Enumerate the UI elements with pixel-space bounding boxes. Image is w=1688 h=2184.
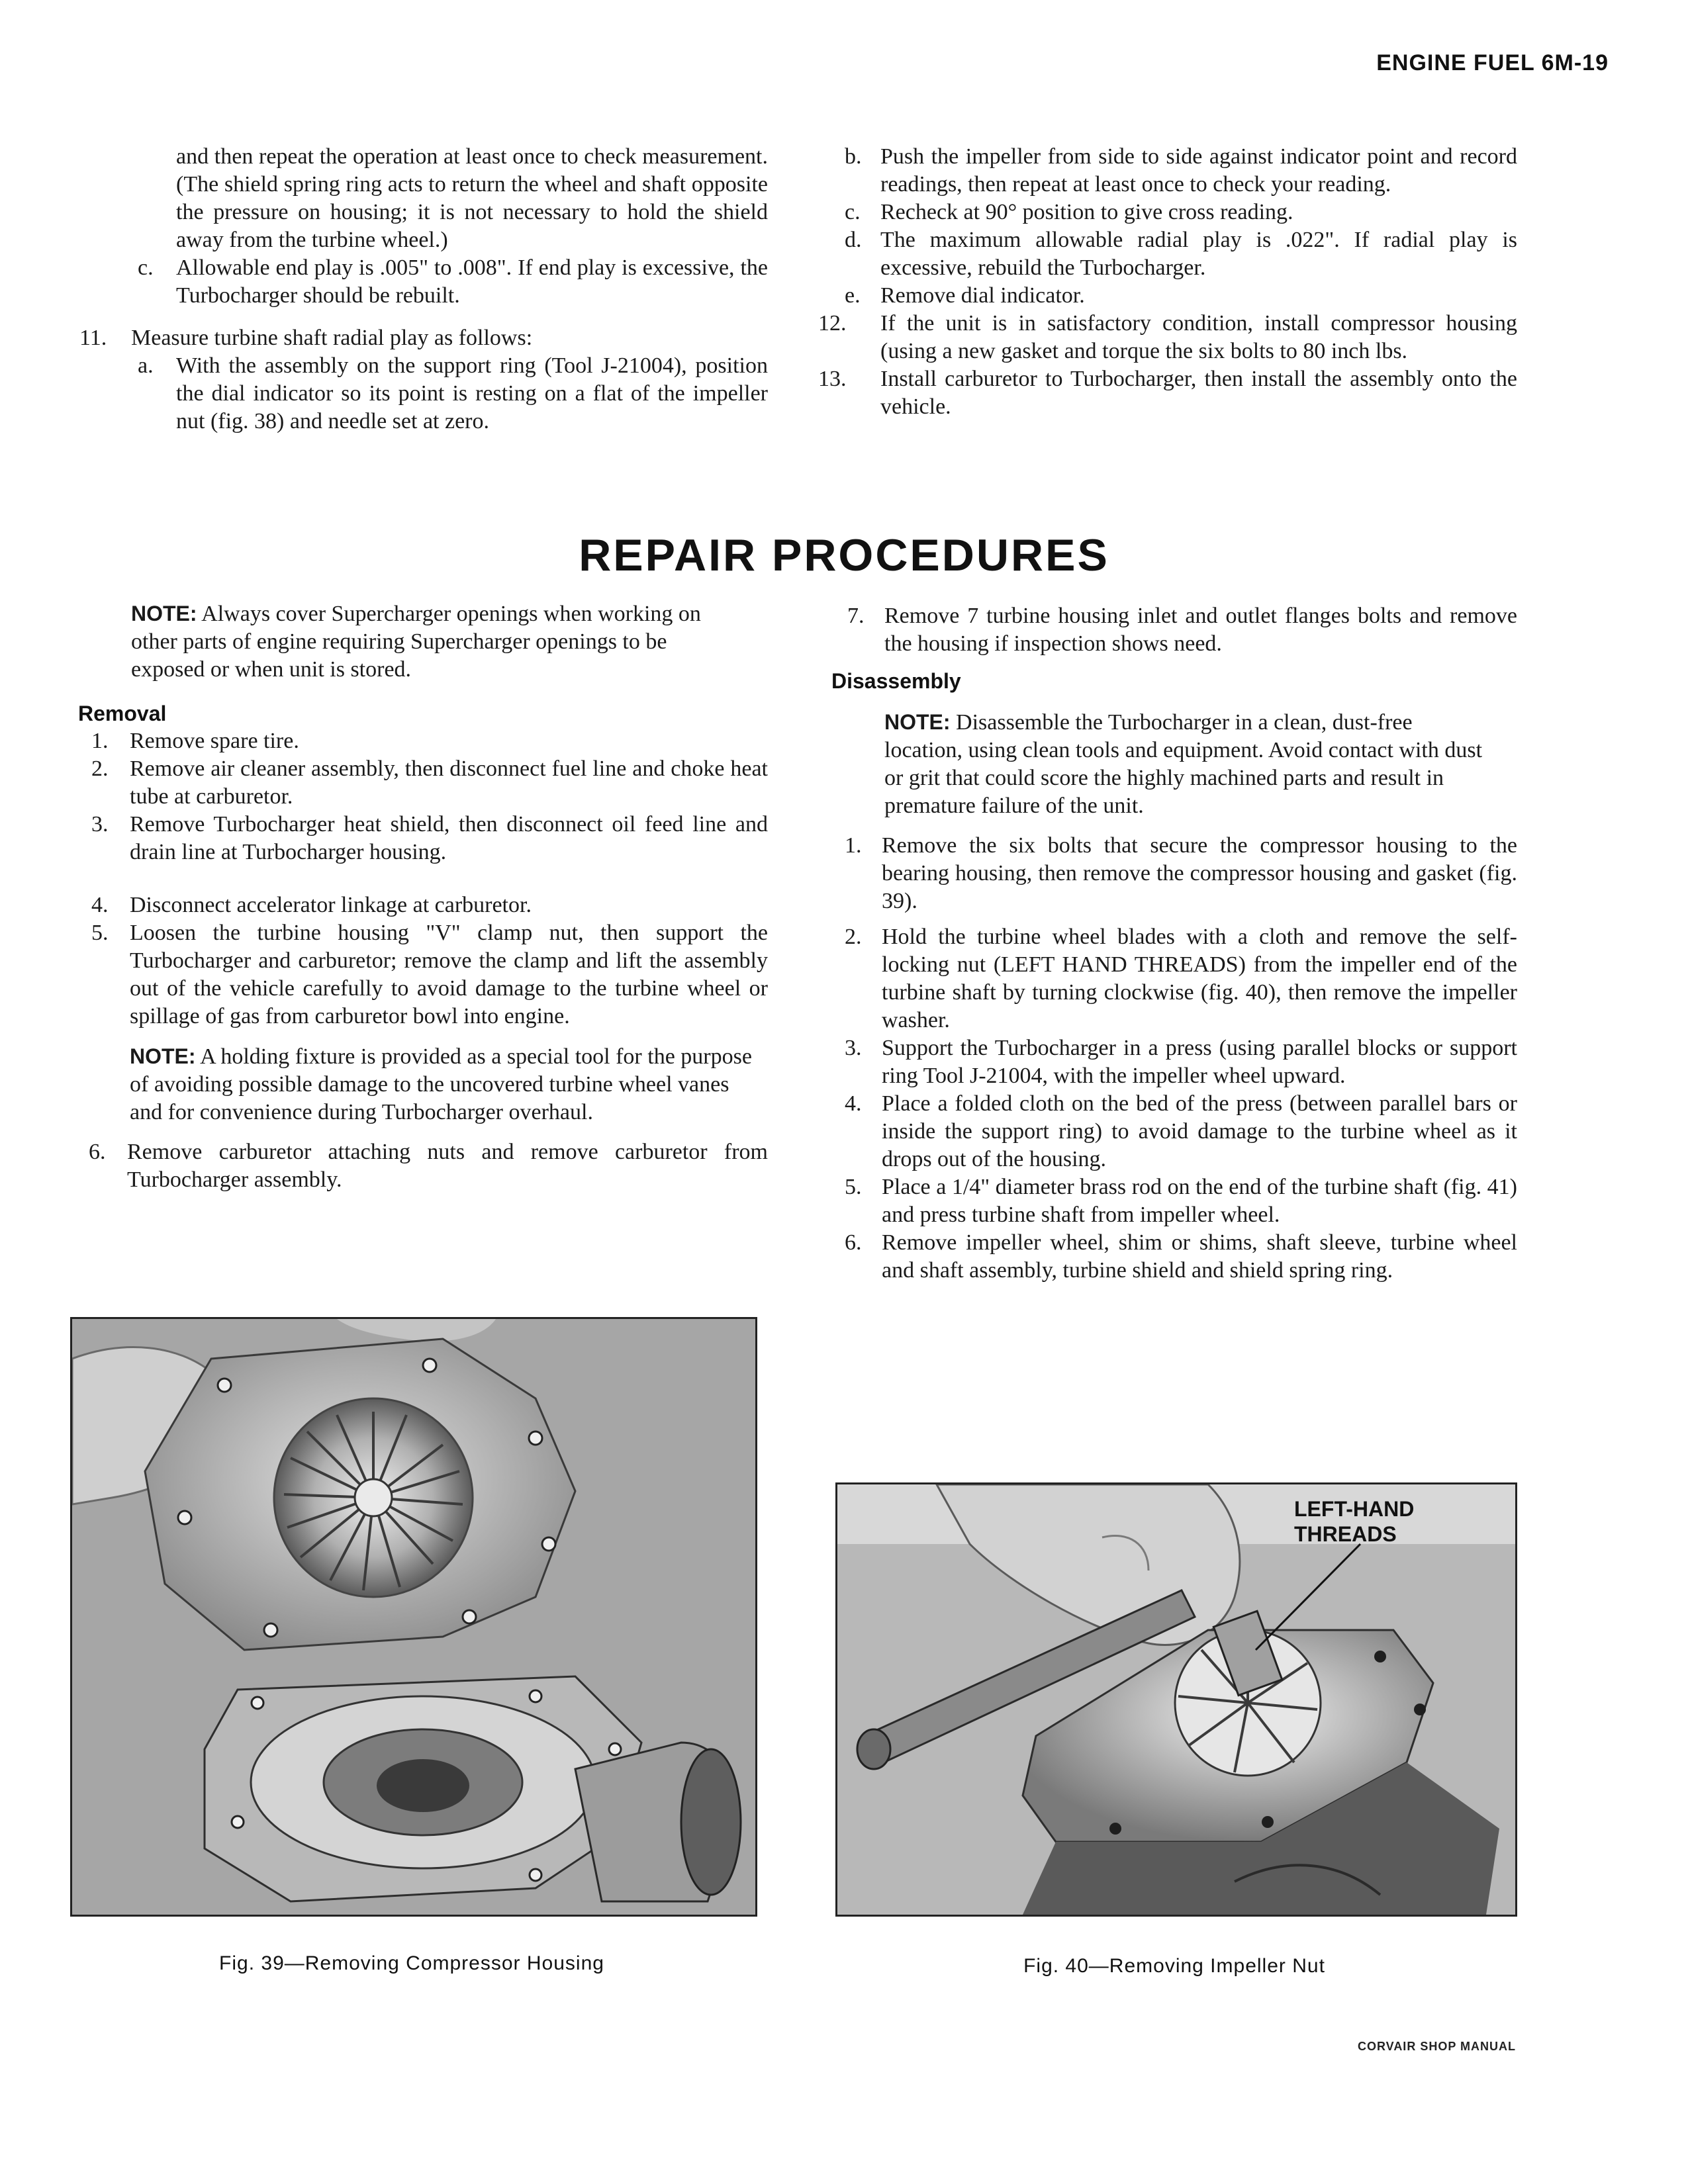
step-text: If the unit is in satisfactory condition, install compressor housing (using a new gasket and torque the six bolts to 80 inch lbs. <box>880 311 1517 363</box>
right-top-column <box>818 143 1517 421</box>
step-number: 12. <box>818 311 847 336</box>
step-letter: c. <box>138 255 154 280</box>
callout-line-2: THREADS <box>1294 1522 1397 1546</box>
step-11e <box>831 282 1517 310</box>
step-13 <box>818 365 1517 421</box>
step-text: Remove spare tire. <box>130 729 299 753</box>
note-label: NOTE: <box>130 1044 196 1068</box>
note-block <box>78 600 768 684</box>
removal-step <box>78 811 768 866</box>
note-label: NOTE: <box>884 710 951 734</box>
step-text: Remove 7 turbine housing inlet and outlet flanges bolts and remove the housing if inspection shows need. <box>884 604 1517 656</box>
disassembly-step <box>831 1173 1517 1229</box>
step-number: 7. <box>847 604 865 628</box>
step-text: Recheck at 90° position to give cross reading. <box>880 200 1293 224</box>
step-text: With the assembly on the support ring (Tool J-21004), position the dial indicator so its point is resting on a flat of the impeller nut (fig. 38) and needle set at zero. <box>176 353 768 433</box>
step-number: 5. <box>91 921 109 945</box>
step-number: 11. <box>79 326 107 350</box>
step-letter: e. <box>845 283 861 308</box>
left-main-column <box>78 600 768 1194</box>
figure-40-caption: Fig. 40—Removing Impeller Nut <box>1023 1955 1325 1977</box>
removal-step-7 <box>831 602 1517 658</box>
step-11d <box>831 226 1517 282</box>
removal-steps <box>78 727 768 1030</box>
step-number: 6. <box>845 1230 862 1255</box>
right-main-column <box>831 602 1517 1285</box>
step-text: Place a folded cloth on the bed of the press (between parallel bars or inside the support ring) to avoid damage to the turbine wheel as it drops out of the housing. <box>882 1091 1517 1171</box>
disassembly-steps <box>831 832 1517 1285</box>
step-number: 13. <box>818 367 847 391</box>
disassembly-step <box>831 832 1517 915</box>
step-text: Loosen the turbine housing "V" clamp nut, then support the Turbocharger and carburetor; remove the clamp and lift the assembly out of the vehicle carefully to avoid damage to the turbine wheel or spillage of gas from carburetor bowl into engine. <box>130 921 768 1028</box>
step-number: 5. <box>845 1175 862 1199</box>
step-number: 4. <box>91 893 109 917</box>
page-header: ENGINE FUEL 6M-19 <box>1376 50 1609 75</box>
continued-paragraph <box>132 143 768 254</box>
callout-left-hand-threads <box>1294 1496 1414 1547</box>
removal-step <box>78 1138 768 1194</box>
disassembly-heading: Disassembly <box>831 669 961 693</box>
step-text: Allowable end play is .005" to .008". If end play is excessive, the Turbocharger should be rebuilt. <box>176 255 768 308</box>
step-number: 2. <box>845 925 862 949</box>
step-11a <box>132 352 768 435</box>
note-text: Disassemble the Turbocharger in a clean, dust-free location, using clean tools and equipment. Avoid contact with dust or grit that could score the highly machined parts and result in premature failure of the unit. <box>884 710 1483 818</box>
disassembly-step <box>831 1034 1517 1090</box>
step-number: 4. <box>845 1091 862 1116</box>
step-11 <box>79 324 768 352</box>
removal-step <box>78 891 768 919</box>
note-label: NOTE: <box>131 602 197 625</box>
step-text: Remove impeller wheel, shim or shims, shaft sleeve, turbine wheel and shaft assembly, turbine shield and shield spring ring. <box>882 1230 1517 1283</box>
removal-step <box>78 919 768 1030</box>
impeller-nut-illustration <box>837 1484 1515 1915</box>
step-text: Remove Turbocharger heat shield, then disconnect oil feed line and drain line at Turbocharger housing. <box>130 812 768 864</box>
step-letter: c. <box>845 200 861 224</box>
step-text: Remove carburetor attaching nuts and remove carburetor from Turbocharger assembly. <box>127 1140 768 1192</box>
figure-39-photo <box>70 1317 757 1917</box>
callout-line-1: LEFT-HAND <box>1294 1497 1415 1521</box>
step-number: 6. <box>89 1140 106 1164</box>
figure-40-photo <box>835 1482 1517 1917</box>
compressor-housing-illustration <box>72 1319 755 1915</box>
step-text: Remove the six bolts that secure the compressor housing to the bearing housing, then remove the compressor housing and gasket (fig. 39). <box>882 833 1517 913</box>
step-text: Remove air cleaner assembly, then disconnect fuel line and choke heat tube at carburetor. <box>130 756 768 809</box>
step-number: 1. <box>91 729 109 753</box>
disassembly-step <box>831 1090 1517 1173</box>
step-text: Disconnect accelerator linkage at carburetor. <box>130 893 532 917</box>
disassembly-step <box>831 1229 1517 1285</box>
step-text: Support the Turbocharger in a press (using parallel blocks or support ring Tool J-21004, with the impeller wheel upward. <box>882 1036 1517 1088</box>
removal-step <box>78 755 768 811</box>
step-letter: b. <box>845 144 862 169</box>
left-top-column <box>79 143 768 435</box>
step-text: Remove dial indicator. <box>880 283 1085 308</box>
step-text: The maximum allowable radial play is .022". If radial play is excessive, rebuild the Turbocharger. <box>880 228 1517 280</box>
section-title: REPAIR PROCEDURES <box>579 530 1109 580</box>
step-text: Measure turbine shaft radial play as follows: <box>131 326 533 350</box>
step-number: 3. <box>91 812 109 837</box>
figure-39-caption: Fig. 39—Removing Compressor Housing <box>219 1952 604 1974</box>
step-11b <box>831 143 1517 199</box>
step-number: 1. <box>845 833 862 858</box>
step-11c <box>831 199 1517 226</box>
removal-step <box>78 727 768 755</box>
step-letter: d. <box>845 228 862 252</box>
footer-manual-name: CORVAIR SHOP MANUAL <box>1357 2040 1516 2053</box>
disassembly-step <box>831 923 1517 1034</box>
note-text: Always cover Supercharger openings when working on other parts of engine requiring Supercharger openings to be exposed or when unit is stored. <box>131 602 701 682</box>
step-number: 3. <box>845 1036 862 1060</box>
step-text: Place a 1/4" diameter brass rod on the end of the turbine shaft (fig. 41) and press turbine shaft from impeller wheel. <box>882 1175 1517 1227</box>
removal-heading: Removal <box>78 702 167 725</box>
step-10c <box>132 254 768 310</box>
note-block <box>831 708 1517 820</box>
step-number: 2. <box>91 756 109 781</box>
step-12 <box>818 310 1517 365</box>
step-text: Push the impeller from side to side against indicator point and record readings, then repeat at least once to check your reading. <box>880 144 1517 197</box>
step-text: Install carburetor to Turbocharger, then install the assembly onto the vehicle. <box>880 367 1517 419</box>
note-block <box>78 1042 768 1126</box>
continued-text: and then repeat the operation at least once to check measurement. (The shield spring ring acts to return the wheel and shaft opposite the pressure on housing; it is not necessary to hold the shield away from the turbine wheel.) <box>176 144 768 252</box>
step-text: Hold the turbine wheel blades with a cloth and remove the self-locking nut (LEFT HAND THREADS) from the impeller end of the turbine shaft by turning clockwise (fig. 40), then remove the impeller washer. <box>882 925 1517 1032</box>
step-letter: a. <box>138 353 154 378</box>
note-text: A holding fixture is provided as a special tool for the purpose of avoiding possible damage to the uncovered turbine wheel vanes and for convenience during Turbocharger overhaul. <box>130 1044 752 1124</box>
